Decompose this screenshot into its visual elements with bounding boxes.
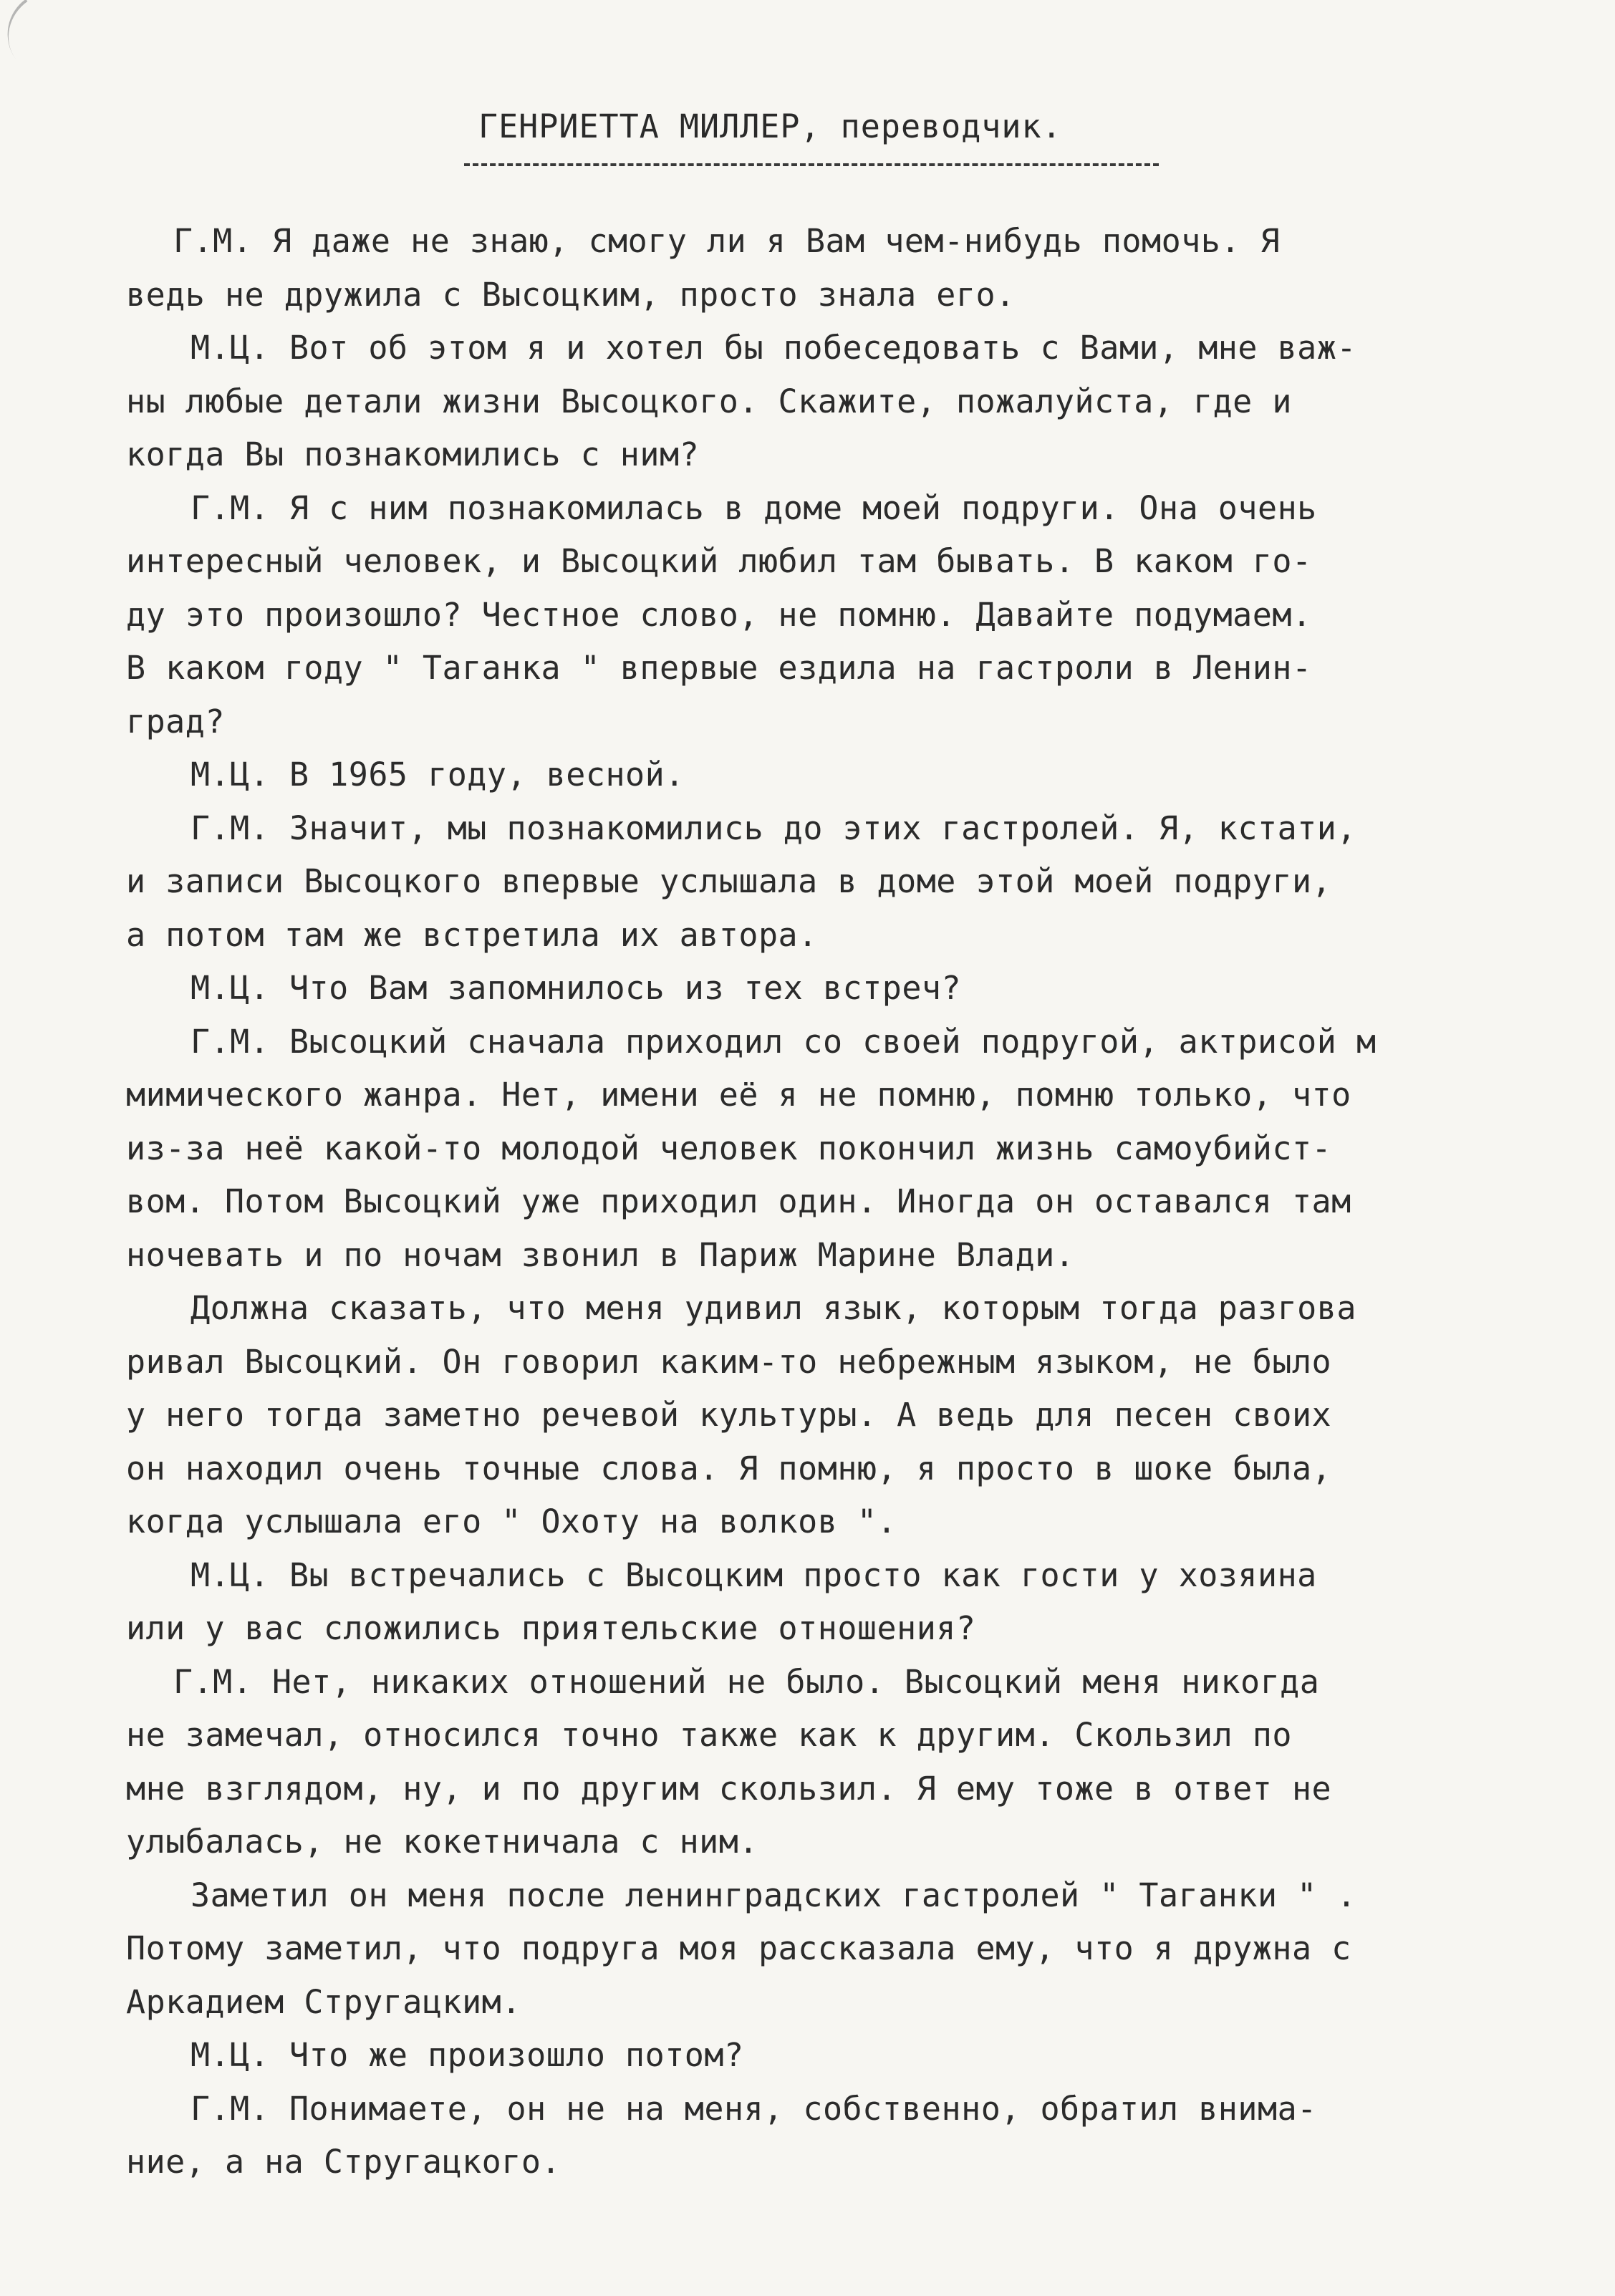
- text-line: Г.М. Значит, мы познакомились до этих гастролей. Я, кстати,: [191, 809, 1356, 847]
- text-line: Г.М. Я с ним познакомилась в доме моей подруги. Она очень: [191, 488, 1317, 527]
- interview-text: [126, 215, 1508, 2189]
- text-line: и записи Высоцкого впервые услышала в доме этой моей подруги,: [126, 862, 1332, 900]
- text-line: М.Ц. Вот об этом я и хотел бы побеседовать с Вами, мне важ-: [191, 329, 1356, 367]
- text-line: ние, а на Стругацкого.: [126, 2143, 561, 2181]
- text-line: В каком году " Таганка " впервые ездила на гастроли в Ленин-: [126, 649, 1312, 687]
- corner-pencil-mark: [0, 0, 52, 61]
- text-line: из-за неё какой-то молодой человек покончил жизнь самоубийст-: [126, 1129, 1332, 1167]
- text-line: М.Ц. В 1965 году, весной.: [191, 756, 685, 794]
- text-line: М.Ц. Что Вам запомнилось из тех встреч?: [191, 969, 962, 1007]
- text-line: когда Вы познакомились с ним?: [126, 435, 700, 473]
- text-line: Аркадием Стругацким.: [126, 1982, 521, 2021]
- text-line: М.Ц. Что же произошло потом?: [191, 2036, 744, 2074]
- text-line: М.Ц. Вы встречались с Высоцким просто как гости у хозяина: [191, 1555, 1317, 1594]
- text-line: или у вас сложились приятельские отношения?: [126, 1609, 976, 1647]
- text-line: он находил очень точные слова. Я помню, я просто в шоке была,: [126, 1449, 1332, 1487]
- text-line: ны любые детали жизни Высоцкого. Скажите, пожалуйста, где и: [126, 382, 1292, 420]
- text-line: когда услышала его " Охоту на волков ".: [126, 1502, 897, 1540]
- text-line: не замечал, относился точно также как к другим. Скользил по: [126, 1716, 1292, 1754]
- text-line: Заметил он меня после ленинградских гастролей " Таганки " .: [191, 1876, 1356, 1914]
- text-line: вом. Потом Высоцкий уже приходил один. Иногда он оставался там: [126, 1182, 1351, 1220]
- text-line: у него тогда заметно речевой культуры. А ведь для песен своих: [126, 1396, 1332, 1434]
- text-line: Г.М. Высоцкий сначала приходил со своей подругой, актрисой м: [191, 1022, 1377, 1061]
- text-line: ду это произошло? Честное слово, не помню. Давайте подумаем.: [126, 595, 1312, 634]
- text-line: град?: [126, 702, 225, 741]
- text-line: ночевать и по ночам звонил в Париж Марине Влади.: [126, 1235, 1075, 1274]
- text-line: мимического жанра. Нет, имени её я не помню, помню только, что: [126, 1076, 1351, 1114]
- text-line: а потом там же встретила их автора.: [126, 915, 818, 954]
- document-title: ГЕНРИЕТТА МИЛЛЕР, переводчик.: [478, 107, 1062, 145]
- text-line: Должна сказать, что меня удивил язык, которым тогда разгова: [191, 1289, 1356, 1327]
- title-underline: [464, 163, 1159, 166]
- text-line: мне взглядом, ну, и по другим скользил. Я ему тоже в ответ не: [126, 1769, 1332, 1808]
- text-line: Потому заметил, что подруга моя рассказала ему, что я дружна с: [126, 1929, 1351, 1967]
- text-line: ривал Высоцкий. Он говорил каким-то небрежным языком, не было: [126, 1342, 1332, 1381]
- text-line: Г.М. Понимаете, он не на меня, собственно, обратил внима-: [191, 2089, 1317, 2128]
- text-line: улыбалась, не кокетничала с ним.: [126, 1823, 758, 1861]
- text-line: Г.М. Я даже не знаю, смогу ли я Вам чем-нибудь помочь. Я: [173, 222, 1281, 260]
- text-line: интересный человек, и Высоцкий любил там бывать. В каком го-: [126, 542, 1312, 580]
- text-line: Г.М. Нет, никаких отношений не было. Высоцкий меня никогда: [173, 1662, 1320, 1701]
- text-line: ведь не дружила с Высоцким, просто знала его.: [126, 275, 1016, 314]
